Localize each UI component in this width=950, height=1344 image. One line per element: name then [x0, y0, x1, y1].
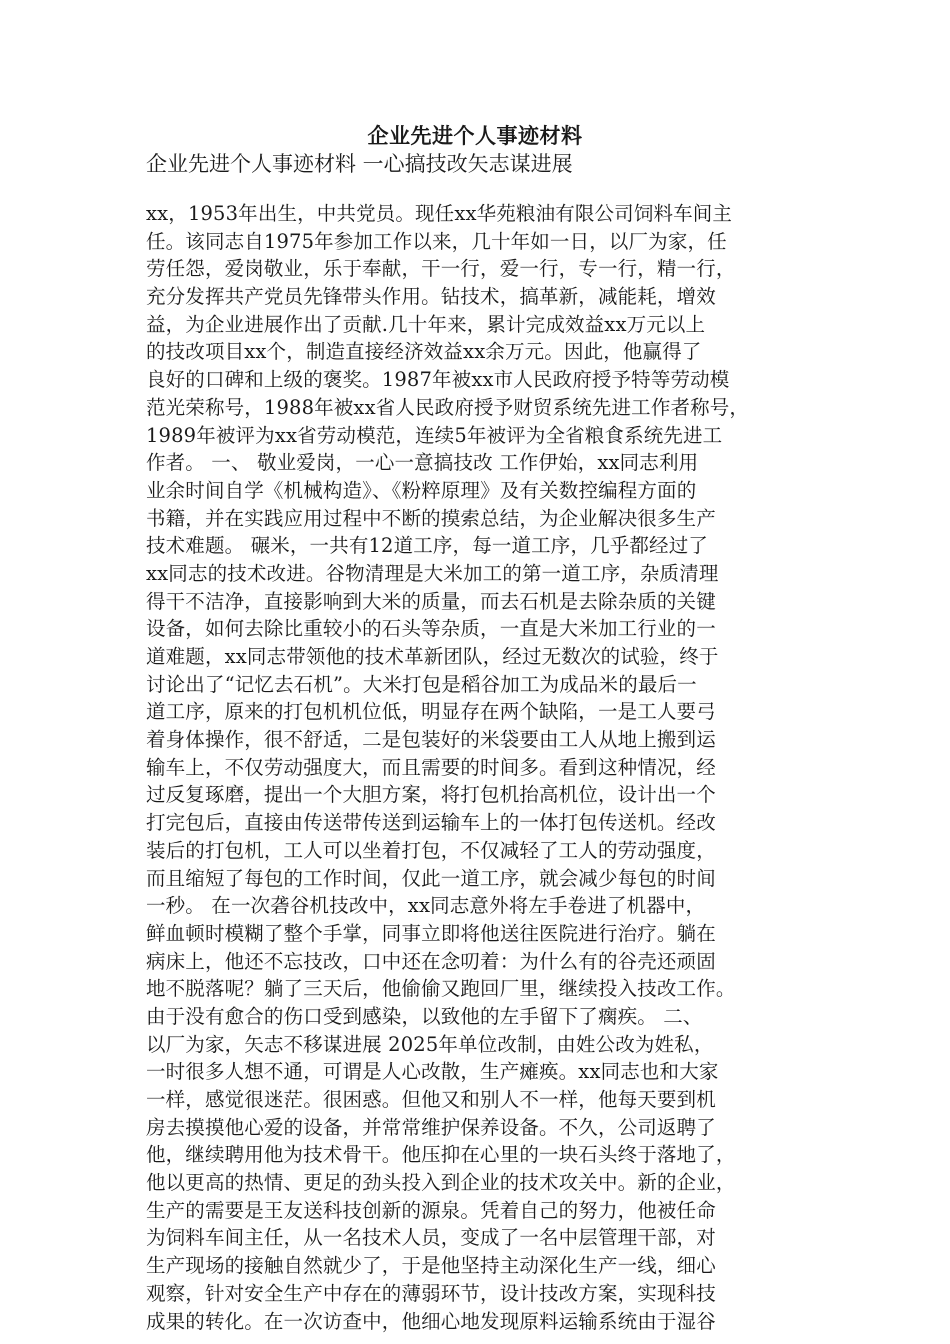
body-line: 由于没有愈合的伤口受到感染，以致他的左手留下了瘸疾。 二、 — [146, 1004, 703, 1028]
body-line: 他以更高的热情、更足的劲头投入到企业的技术攻关中。新的企业， — [146, 1171, 736, 1195]
body-line: 观察，针对安全生产中存在的薄弱环节，设计技改方案，实现科技 — [146, 1281, 716, 1305]
body-line: 他，继续聘用他为技术骨干。他压抑在心里的一块石头终于落地了， — [146, 1143, 736, 1167]
document-body — [146, 200, 826, 1335]
body-line: 一时很多人想不通，可谓是人心改散，生产瘫痪。xx同志也和大家 — [146, 1060, 719, 1084]
body-line: 任。该同志自1975年参加工作以来，几十年如一日，以厂为家，任 — [146, 229, 727, 253]
body-line: 以厂为家，矢志不移谋进展 2025年单位改制，由姓公改为姓私， — [146, 1032, 714, 1056]
body-line: 得干不洁净，直接影响到大米的质量，而去石机是去除杂质的关键 — [146, 589, 716, 613]
body-line: 益，为企业进展作出了贡献.几十年来，累计完成效益xx万元以上 — [146, 312, 706, 336]
body-line: 输车上，不仅劳动强度大，而且需要的时间多。看到这种情况，经 — [146, 755, 716, 779]
body-line: 为饲料车间主任，从一名技术人员，变成了一名中层管理干部，对 — [146, 1226, 716, 1250]
body-line: 的技改项目xx个，制造直接经济效益xx余万元。因此，他赢得了 — [146, 340, 702, 364]
document-subtitle: 企业先进个人事迹材料 一心搞技改矢志谋进展 — [146, 152, 573, 176]
body-line: 过反复琢磨，提出一个大胆方案，将打包机抬高机位，设计出一个 — [146, 783, 716, 807]
body-line: 范光荣称号，1988年被xx省人民政府授予财贸系统先进工作者称号， — [146, 395, 750, 419]
body-line: 1989年被评为xx省劳动模范，连续5年被评为全省粮食系统先进工 — [146, 423, 723, 447]
body-line: 充分发挥共产党员先锋带头作用。钻技术，搞革新，减能耗，增效 — [146, 285, 716, 309]
body-line: 生产现场的接触自然就少了，于是他坚持主动深化生产一线，细心 — [146, 1254, 716, 1278]
body-line: 讨论出了“记忆去石机”。大米打包是稻谷加工为成品米的最后一 — [146, 672, 697, 696]
body-line: 业余时间自学《机械构造》、《粉粹原理》及有关数控编程方面的 — [146, 478, 697, 502]
body-line: 鲜血顿时模糊了整个手掌，同事立即将他送往医院进行治疗。躺在 — [146, 921, 716, 945]
document-title: 企业先进个人事迹材料 — [367, 123, 583, 148]
body-line: 良好的口碑和上级的褒奖。1987年被xx市人民政府授予特等劳动模 — [146, 368, 730, 392]
body-line: 房去摸摸他心爱的设备，并常常维护保养设备。不久，公司返聘了 — [146, 1115, 716, 1139]
body-line: 成果的转化。在一次访查中，他细心地发现原料运输系统由于湿谷 — [146, 1309, 716, 1333]
body-line: 一样，感觉很迷茫。很困惑。但他又和别人不一样，他每天要到机 — [146, 1088, 716, 1111]
body-line: 而且缩短了每包的工作时间，仅此一道工序，就会减少每包的时间 — [146, 866, 716, 890]
body-line: 地不脱落呢？躺了三天后，他偷偷又跑回厂里，继续投入技改工作。 — [146, 977, 736, 1001]
body-line: 技术难题。 碾米，一共有12道工序，每一道工序，几乎都经过了 — [146, 534, 709, 558]
body-line: xx，1953年出生，中共党员。现任xx华苑粮油有限公司饲料车间主 — [146, 202, 733, 225]
body-line: 生产的需要是王友送科技创新的源泉。凭着自己的努力，他被任命 — [146, 1198, 716, 1222]
body-line: 劳任怨，爱岗敬业，乐于奉献，干一行，爱一行，专一行，精一行， — [146, 257, 736, 281]
body-line: 打完包后，直接由传送带传送到运输车上的一体打包传送机。经改 — [146, 811, 716, 835]
body-line: 道工序，原来的打包机机位低，明显存在两个缺陷，一是工人要弓 — [146, 700, 716, 724]
body-line: 病床上，他还不忘技改，口中还在念叨着：为什么有的谷壳还顽固 — [146, 949, 716, 973]
body-line: 作者。 一、 敬业爱岗，一心一意搞技改 工作伊始，xx同志利用 — [146, 451, 699, 475]
body-line: xx同志的技术改进。谷物清理是大米加工的第一道工序，杂质清理 — [146, 561, 719, 585]
body-line: 道难题，xx同志带领他的技术革新团队，经过无数次的试验，终于 — [146, 645, 719, 668]
body-line: 一秒。 在一次砻谷机技改中，xx同志意外将左手卷进了机器中， — [146, 894, 706, 918]
body-line: 着身体操作，很不舒适，二是包装好的米袋要由工人从地上搬到运 — [146, 728, 716, 752]
body-line: 装后的打包机，工人可以坐着打包，不仅减轻了工人的劳动强度， — [146, 838, 716, 862]
body-line: 设备，如何去除比重较小的石头等杂质，一直是大米加工行业的一 — [146, 617, 716, 641]
body-line: 书籍，并在实践应用过程中不断的摸索总结，为企业解决很多生产 — [146, 506, 716, 530]
